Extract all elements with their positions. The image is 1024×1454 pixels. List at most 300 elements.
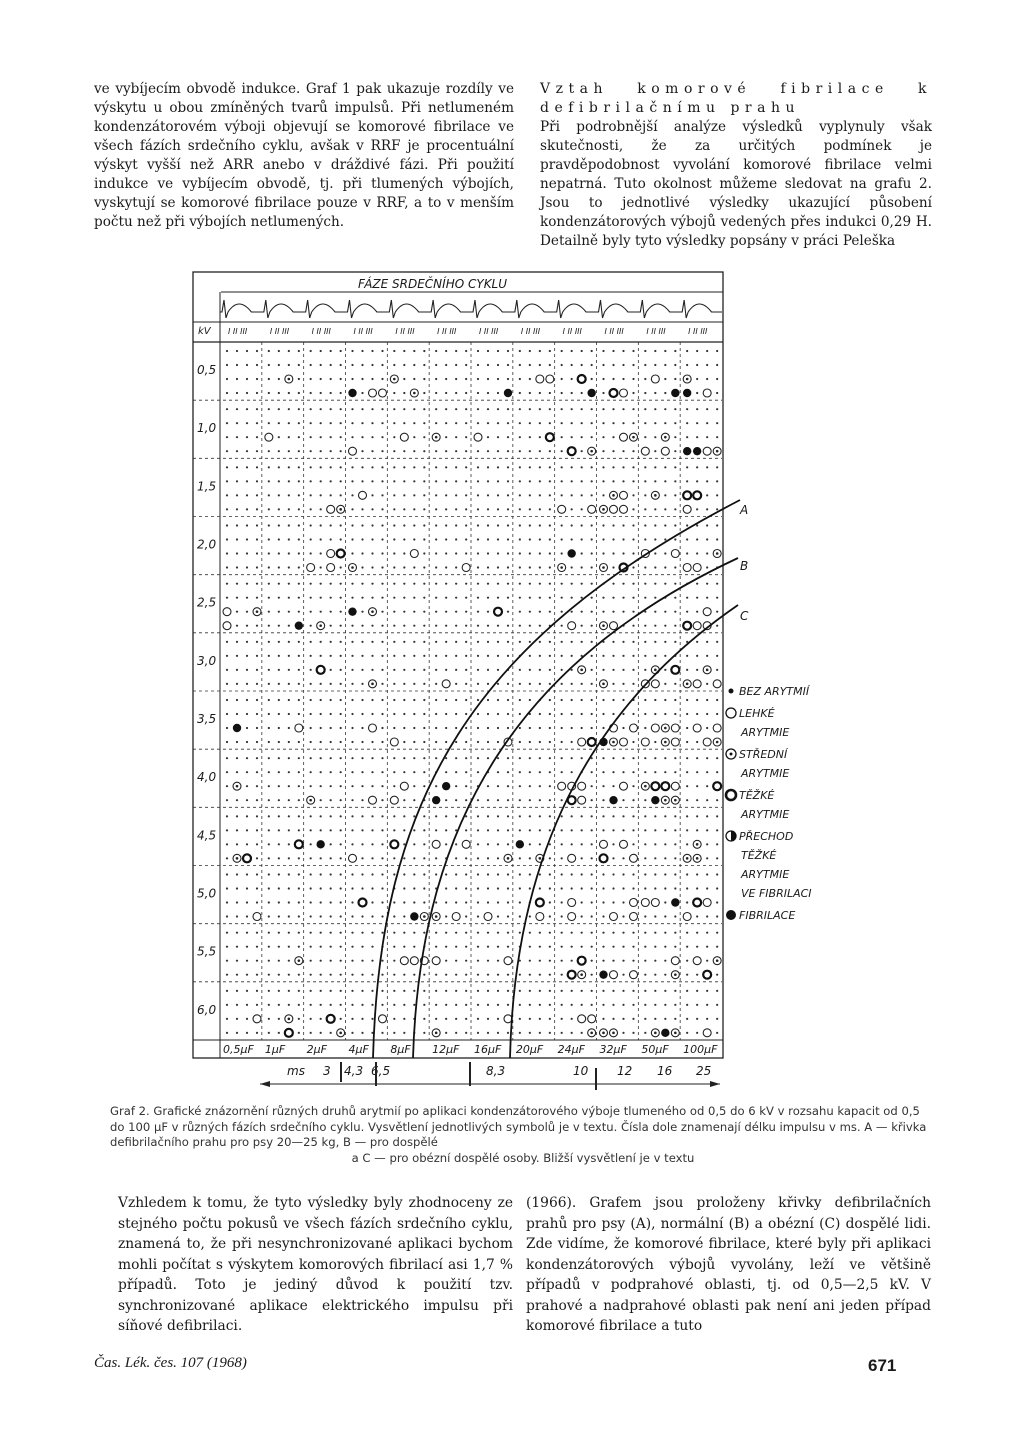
symbol-no-arrhythmia: [403, 1018, 405, 1020]
symbol-no-arrhythmia: [612, 611, 614, 613]
symbol-no-arrhythmia: [435, 597, 437, 599]
symbol-no-arrhythmia: [320, 364, 322, 366]
symbol-no-arrhythmia: [632, 843, 634, 845]
symbol-no-arrhythmia: [664, 552, 666, 554]
symbol-no-arrhythmia: [330, 915, 332, 917]
symbol-no-arrhythmia: [236, 974, 238, 976]
symbol-no-arrhythmia: [664, 757, 666, 759]
symbol-no-arrhythmia: [268, 480, 270, 482]
symbol-no-arrhythmia: [423, 757, 425, 759]
symbol-no-arrhythmia: [445, 873, 447, 875]
symbol-no-arrhythmia: [445, 829, 447, 831]
capacitance-label: 8µF: [390, 1043, 411, 1056]
symbol-no-arrhythmia: [465, 901, 467, 903]
symbol-no-arrhythmia: [381, 990, 383, 992]
symbol-medium-dot: [590, 450, 593, 453]
symbol-medium-dot: [602, 566, 605, 569]
symbol-no-arrhythmia: [330, 990, 332, 992]
symbol-no-arrhythmia: [549, 757, 551, 759]
symbol-no-arrhythmia: [246, 699, 248, 701]
symbol-no-arrhythmia: [632, 350, 634, 352]
symbol-no-arrhythmia: [581, 611, 583, 613]
symbol-light: [327, 564, 335, 572]
symbol-light: [349, 447, 357, 455]
symbol-no-arrhythmia: [236, 655, 238, 657]
symbol-no-arrhythmia: [445, 450, 447, 452]
symbol-no-arrhythmia: [664, 422, 666, 424]
symbol-no-arrhythmia: [539, 727, 541, 729]
symbol-no-arrhythmia: [351, 887, 353, 889]
symbol-light: [359, 491, 367, 499]
symbol-light: [703, 389, 711, 397]
symbol-no-arrhythmia: [571, 583, 573, 585]
symbol-no-arrhythmia: [330, 901, 332, 903]
symbol-no-arrhythmia: [507, 641, 509, 643]
symbol-no-arrhythmia: [581, 494, 583, 496]
symbol-no-arrhythmia: [371, 1018, 373, 1020]
symbol-no-arrhythmia: [381, 350, 383, 352]
symbol-no-arrhythmia: [561, 350, 563, 352]
paragraph: Při podrobnější analýze výsledků vyplynuly však skutečnosti, že za určitých podmínek je pravděpodobnost vyvolání komorové fibrilace velmi nepatrná. Tuto okolnost můžeme sledovat na grafu 2. Jsou to jednotlivé výsledky ukazující působení kondenzátorových výbojů vedených přes indukci 0,29 H. Detailně byly tyto výsledky popsány v práci Peleška: [540, 119, 932, 249]
symbol-no-arrhythmia: [246, 655, 248, 657]
symbol-no-arrhythmia: [445, 508, 447, 510]
symbol-no-arrhythmia: [507, 873, 509, 875]
symbol-no-arrhythmia: [664, 494, 666, 496]
symbol-no-arrhythmia: [686, 1004, 688, 1006]
symbol-no-arrhythmia: [371, 990, 373, 992]
symbol-no-arrhythmia: [477, 611, 479, 613]
symbol-no-arrhythmia: [477, 566, 479, 568]
symbol-no-arrhythmia: [455, 887, 457, 889]
symbol-no-arrhythmia: [310, 990, 312, 992]
symbol-no-arrhythmia: [278, 946, 280, 948]
symbol-no-arrhythmia: [226, 699, 228, 701]
symbol-no-arrhythmia: [686, 552, 688, 554]
symbol-no-arrhythmia: [632, 946, 634, 948]
symbol-no-arrhythmia: [507, 466, 509, 468]
symbol-no-arrhythmia: [268, 552, 270, 554]
symbol-no-arrhythmia: [320, 597, 322, 599]
symbol-no-arrhythmia: [465, 1032, 467, 1034]
symbol-no-arrhythmia: [654, 480, 656, 482]
symbol-severe: [546, 433, 554, 441]
symbol-no-arrhythmia: [497, 669, 499, 671]
symbol-no-arrhythmia: [529, 757, 531, 759]
symbol-no-arrhythmia: [288, 757, 290, 759]
symbol-medium-dot: [580, 973, 583, 976]
symbol-no-arrhythmia: [622, 1018, 624, 1020]
symbol-no-arrhythmia: [310, 466, 312, 468]
symbol-no-arrhythmia: [696, 538, 698, 540]
symbol-no-arrhythmia: [686, 466, 688, 468]
symbol-no-arrhythmia: [477, 450, 479, 452]
symbol-no-arrhythmia: [310, 611, 312, 613]
symbol-no-arrhythmia: [268, 524, 270, 526]
symbol-no-arrhythmia: [393, 597, 395, 599]
symbol-no-arrhythmia: [477, 699, 479, 701]
symbol-no-arrhythmia: [445, 932, 447, 934]
symbol-no-arrhythmia: [310, 1004, 312, 1006]
symbol-no-arrhythmia: [539, 669, 541, 671]
symbol-no-arrhythmia: [622, 857, 624, 859]
symbol-no-arrhythmia: [268, 785, 270, 787]
symbol-no-arrhythmia: [519, 436, 521, 438]
symbol-no-arrhythmia: [423, 583, 425, 585]
symbol-no-arrhythmia: [487, 741, 489, 743]
symbol-no-arrhythmia: [381, 450, 383, 452]
symbol-light: [568, 913, 576, 921]
symbol-no-arrhythmia: [310, 625, 312, 627]
symbol-no-arrhythmia: [497, 771, 499, 773]
symbol-no-arrhythmia: [632, 597, 634, 599]
symbol-no-arrhythmia: [477, 538, 479, 540]
symbol-no-arrhythmia: [310, 597, 312, 599]
symbol-no-arrhythmia: [278, 873, 280, 875]
symbol-no-arrhythmia: [644, 436, 646, 438]
symbol-no-arrhythmia: [465, 887, 467, 889]
symbol-no-arrhythmia: [361, 713, 363, 715]
symbol-no-arrhythmia: [320, 946, 322, 948]
symbol-no-arrhythmia: [381, 436, 383, 438]
symbol-no-arrhythmia: [591, 538, 593, 540]
symbol-no-arrhythmia: [455, 699, 457, 701]
symbol-no-arrhythmia: [435, 450, 437, 452]
symbol-no-arrhythmia: [320, 815, 322, 817]
symbol-light: [558, 782, 566, 790]
symbol-no-arrhythmia: [465, 1004, 467, 1006]
symbol-no-arrhythmia: [320, 915, 322, 917]
symbol-medium-dot: [288, 1018, 291, 1021]
symbol-no-arrhythmia: [423, 350, 425, 352]
curve-label-b: B: [740, 559, 749, 573]
symbol-no-arrhythmia: [561, 494, 563, 496]
symbol-no-arrhythmia: [602, 524, 604, 526]
symbol-no-arrhythmia: [561, 960, 563, 962]
symbol-no-arrhythmia: [497, 494, 499, 496]
symbol-no-arrhythmia: [571, 771, 573, 773]
symbol-no-arrhythmia: [529, 799, 531, 801]
symbol-no-arrhythmia: [549, 611, 551, 613]
symbol-no-arrhythmia: [519, 538, 521, 540]
symbol-no-arrhythmia: [477, 741, 479, 743]
symbol-no-arrhythmia: [644, 757, 646, 759]
symbol-no-arrhythmia: [351, 350, 353, 352]
symbol-no-arrhythmia: [226, 436, 228, 438]
symbol-no-arrhythmia: [246, 597, 248, 599]
symbol-no-arrhythmia: [519, 480, 521, 482]
symbol-no-arrhythmia: [581, 713, 583, 715]
symbol-no-arrhythmia: [622, 1004, 624, 1006]
symbol-no-arrhythmia: [519, 1004, 521, 1006]
symbol-no-arrhythmia: [622, 960, 624, 962]
symbol-no-arrhythmia: [561, 727, 563, 729]
symbol-no-arrhythmia: [497, 566, 499, 568]
symbol-no-arrhythmia: [602, 771, 604, 773]
symbol-no-arrhythmia: [539, 1018, 541, 1020]
symbol-no-arrhythmia: [330, 815, 332, 817]
symbol-no-arrhythmia: [268, 699, 270, 701]
symbol-no-arrhythmia: [298, 699, 300, 701]
symbol-no-arrhythmia: [591, 364, 593, 366]
symbol-no-arrhythmia: [507, 1004, 509, 1006]
figure-frame: [193, 272, 812, 1090]
symbol-no-arrhythmia: [539, 583, 541, 585]
symbol-no-arrhythmia: [632, 1018, 634, 1020]
symbol-no-arrhythmia: [310, 713, 312, 715]
symbol-no-arrhythmia: [361, 843, 363, 845]
symbol-no-arrhythmia: [487, 1032, 489, 1034]
symbol-no-arrhythmia: [403, 641, 405, 643]
symbol-no-arrhythmia: [236, 466, 238, 468]
symbol-no-arrhythmia: [246, 829, 248, 831]
symbol-no-arrhythmia: [226, 538, 228, 540]
symbol-no-arrhythmia: [602, 901, 604, 903]
symbol-no-arrhythmia: [310, 887, 312, 889]
symbol-no-arrhythmia: [330, 887, 332, 889]
symbol-no-arrhythmia: [632, 611, 634, 613]
symbol-no-arrhythmia: [371, 669, 373, 671]
symbol-no-arrhythmia: [381, 508, 383, 510]
symbol-no-arrhythmia: [497, 799, 499, 801]
symbol-light: [349, 854, 357, 862]
symbol-no-arrhythmia: [351, 757, 353, 759]
symbol-light: [390, 738, 398, 746]
symbol-no-arrhythmia: [288, 713, 290, 715]
symbol-no-arrhythmia: [654, 771, 656, 773]
symbol-no-arrhythmia: [497, 597, 499, 599]
symbol-no-arrhythmia: [455, 683, 457, 685]
symbol-no-arrhythmia: [310, 727, 312, 729]
symbol-no-arrhythmia: [519, 699, 521, 701]
symbol-no-arrhythmia: [403, 741, 405, 743]
symbol-no-arrhythmia: [519, 508, 521, 510]
symbol-no-arrhythmia: [465, 466, 467, 468]
symbol-no-arrhythmia: [497, 422, 499, 424]
symbol-no-arrhythmia: [539, 566, 541, 568]
symbol-no-arrhythmia: [507, 932, 509, 934]
symbol-no-arrhythmia: [278, 771, 280, 773]
symbol-no-arrhythmia: [549, 597, 551, 599]
arrow-head: [710, 1081, 720, 1087]
symbol-no-arrhythmia: [340, 873, 342, 875]
symbol-no-arrhythmia: [539, 757, 541, 759]
symbol-no-arrhythmia: [591, 815, 593, 817]
symbol-light: [651, 899, 659, 907]
symbol-no-arrhythmia: [581, 901, 583, 903]
symbol-no-arrhythmia: [561, 524, 563, 526]
figure-header-title: FÁZE SRDEČNÍHO CYKLU: [358, 277, 508, 291]
symbol-no-arrhythmia: [423, 364, 425, 366]
symbol-no-arrhythmia: [371, 422, 373, 424]
symbol-no-arrhythmia: [278, 741, 280, 743]
symbol-no-arrhythmia: [497, 699, 499, 701]
symbol-no-arrhythmia: [330, 741, 332, 743]
symbol-no-arrhythmia: [591, 915, 593, 917]
symbol-no-arrhythmia: [371, 538, 373, 540]
symbol-no-arrhythmia: [413, 699, 415, 701]
symbol-no-arrhythmia: [340, 829, 342, 831]
symbol-no-arrhythmia: [381, 1032, 383, 1034]
symbol-medium-dot: [423, 915, 426, 918]
legend-label: TĚŽKÉ: [741, 849, 777, 862]
symbol-no-arrhythmia: [497, 990, 499, 992]
symbol-no-arrhythmia: [393, 1004, 395, 1006]
symbol-no-arrhythmia: [571, 350, 573, 352]
symbol-no-arrhythmia: [571, 1004, 573, 1006]
symbol-no-arrhythmia: [298, 524, 300, 526]
symbol-no-arrhythmia: [288, 392, 290, 394]
symbol-no-arrhythmia: [529, 408, 531, 410]
symbol-no-arrhythmia: [361, 974, 363, 976]
symbol-no-arrhythmia: [696, 611, 698, 613]
symbol-no-arrhythmia: [644, 508, 646, 510]
symbol-no-arrhythmia: [477, 1004, 479, 1006]
symbol-no-arrhythmia: [706, 915, 708, 917]
symbol-no-arrhythmia: [435, 392, 437, 394]
symbol-no-arrhythmia: [581, 946, 583, 948]
symbol-no-arrhythmia: [268, 901, 270, 903]
symbol-no-arrhythmia: [539, 408, 541, 410]
symbol-no-arrhythmia: [696, 1004, 698, 1006]
symbol-no-arrhythmia: [622, 901, 624, 903]
symbol-no-arrhythmia: [226, 757, 228, 759]
symbol-no-arrhythmia: [571, 990, 573, 992]
symbol-no-arrhythmia: [465, 727, 467, 729]
symbol-no-arrhythmia: [706, 815, 708, 817]
symbol-no-arrhythmia: [696, 392, 698, 394]
symbol-no-arrhythmia: [581, 408, 583, 410]
symbol-no-arrhythmia: [674, 364, 676, 366]
symbol-no-arrhythmia: [519, 974, 521, 976]
symbol-no-arrhythmia: [706, 466, 708, 468]
symbol-no-arrhythmia: [246, 450, 248, 452]
symbol-no-arrhythmia: [361, 597, 363, 599]
symbol-no-arrhythmia: [686, 757, 688, 759]
symbol-no-arrhythmia: [674, 378, 676, 380]
symbol-no-arrhythmia: [445, 799, 447, 801]
symbol-no-arrhythmia: [361, 641, 363, 643]
symbol-no-arrhythmia: [674, 1004, 676, 1006]
symbol-no-arrhythmia: [561, 713, 563, 715]
symbol-no-arrhythmia: [236, 829, 238, 831]
symbol-no-arrhythmia: [256, 466, 258, 468]
symbol-no-arrhythmia: [529, 1004, 531, 1006]
symbol-no-arrhythmia: [236, 597, 238, 599]
symbol-no-arrhythmia: [445, 669, 447, 671]
symbol-no-arrhythmia: [674, 699, 676, 701]
symbol-no-arrhythmia: [361, 1032, 363, 1034]
symbol-no-arrhythmia: [278, 699, 280, 701]
symbol-no-arrhythmia: [612, 960, 614, 962]
symbol-no-arrhythmia: [310, 552, 312, 554]
symbol-fibrillation: [295, 621, 303, 629]
symbol-no-arrhythmia: [423, 436, 425, 438]
symbol-no-arrhythmia: [413, 611, 415, 613]
symbol-medium-dot: [664, 799, 667, 802]
symbol-medium-dot: [236, 857, 239, 860]
symbol-no-arrhythmia: [298, 887, 300, 889]
symbol-no-arrhythmia: [581, 422, 583, 424]
symbol-no-arrhythmia: [298, 757, 300, 759]
symbol-no-arrhythmia: [340, 1018, 342, 1020]
symbol-no-arrhythmia: [487, 946, 489, 948]
symbol-no-arrhythmia: [497, 741, 499, 743]
symbol-no-arrhythmia: [507, 350, 509, 352]
symbol-no-arrhythmia: [423, 683, 425, 685]
symbol-no-arrhythmia: [371, 655, 373, 657]
symbol-medium-dot: [644, 785, 647, 788]
symbol-no-arrhythmia: [381, 960, 383, 962]
symbol-no-arrhythmia: [435, 538, 437, 540]
symbol-no-arrhythmia: [487, 450, 489, 452]
symbol-no-arrhythmia: [310, 422, 312, 424]
symbol-no-arrhythmia: [591, 785, 593, 787]
symbol-no-arrhythmia: [455, 815, 457, 817]
symbol-no-arrhythmia: [602, 655, 604, 657]
symbol-no-arrhythmia: [549, 524, 551, 526]
symbol-no-arrhythmia: [268, 566, 270, 568]
symbol-no-arrhythmia: [507, 727, 509, 729]
symbol-no-arrhythmia: [226, 974, 228, 976]
symbol-no-arrhythmia: [278, 857, 280, 859]
symbol-no-arrhythmia: [226, 785, 228, 787]
symbol-no-arrhythmia: [288, 350, 290, 352]
phase-marks: I II III: [311, 327, 331, 336]
symbol-no-arrhythmia: [256, 960, 258, 962]
symbol-no-arrhythmia: [581, 436, 583, 438]
symbol-no-arrhythmia: [393, 1032, 395, 1034]
symbol-no-arrhythmia: [622, 727, 624, 729]
symbol-severe: [359, 899, 367, 907]
symbol-no-arrhythmia: [487, 757, 489, 759]
symbol-no-arrhythmia: [696, 350, 698, 352]
symbol-light: [369, 796, 377, 804]
symbol-no-arrhythmia: [403, 1004, 405, 1006]
symbol-no-arrhythmia: [310, 480, 312, 482]
symbol-no-arrhythmia: [519, 597, 521, 599]
symbol-no-arrhythmia: [497, 1018, 499, 1020]
symbol-no-arrhythmia: [361, 378, 363, 380]
symbol-no-arrhythmia: [539, 597, 541, 599]
symbol-severe: [568, 971, 576, 979]
symbol-no-arrhythmia: [465, 873, 467, 875]
symbol-no-arrhythmia: [529, 699, 531, 701]
symbol-no-arrhythmia: [696, 713, 698, 715]
symbol-no-arrhythmia: [381, 625, 383, 627]
symbol-light: [693, 957, 701, 965]
symbol-light: [610, 505, 618, 513]
symbol-no-arrhythmia: [581, 450, 583, 452]
symbol-no-arrhythmia: [320, 699, 322, 701]
symbol-no-arrhythmia: [507, 974, 509, 976]
legend-label: TĚŽKÉ: [739, 789, 775, 802]
symbol-no-arrhythmia: [246, 669, 248, 671]
symbol-no-arrhythmia: [591, 990, 593, 992]
symbol-no-arrhythmia: [445, 1018, 447, 1020]
symbol-no-arrhythmia: [435, 873, 437, 875]
symbol-no-arrhythmia: [549, 829, 551, 831]
symbol-no-arrhythmia: [632, 422, 634, 424]
symbol-no-arrhythmia: [310, 757, 312, 759]
symbol-no-arrhythmia: [602, 538, 604, 540]
symbol-no-arrhythmia: [445, 392, 447, 394]
symbol-no-arrhythmia: [361, 815, 363, 817]
symbol-no-arrhythmia: [330, 655, 332, 657]
symbol-no-arrhythmia: [246, 422, 248, 424]
symbol-no-arrhythmia: [686, 1018, 688, 1020]
symbol-no-arrhythmia: [226, 815, 228, 817]
symbol-no-arrhythmia: [602, 364, 604, 366]
